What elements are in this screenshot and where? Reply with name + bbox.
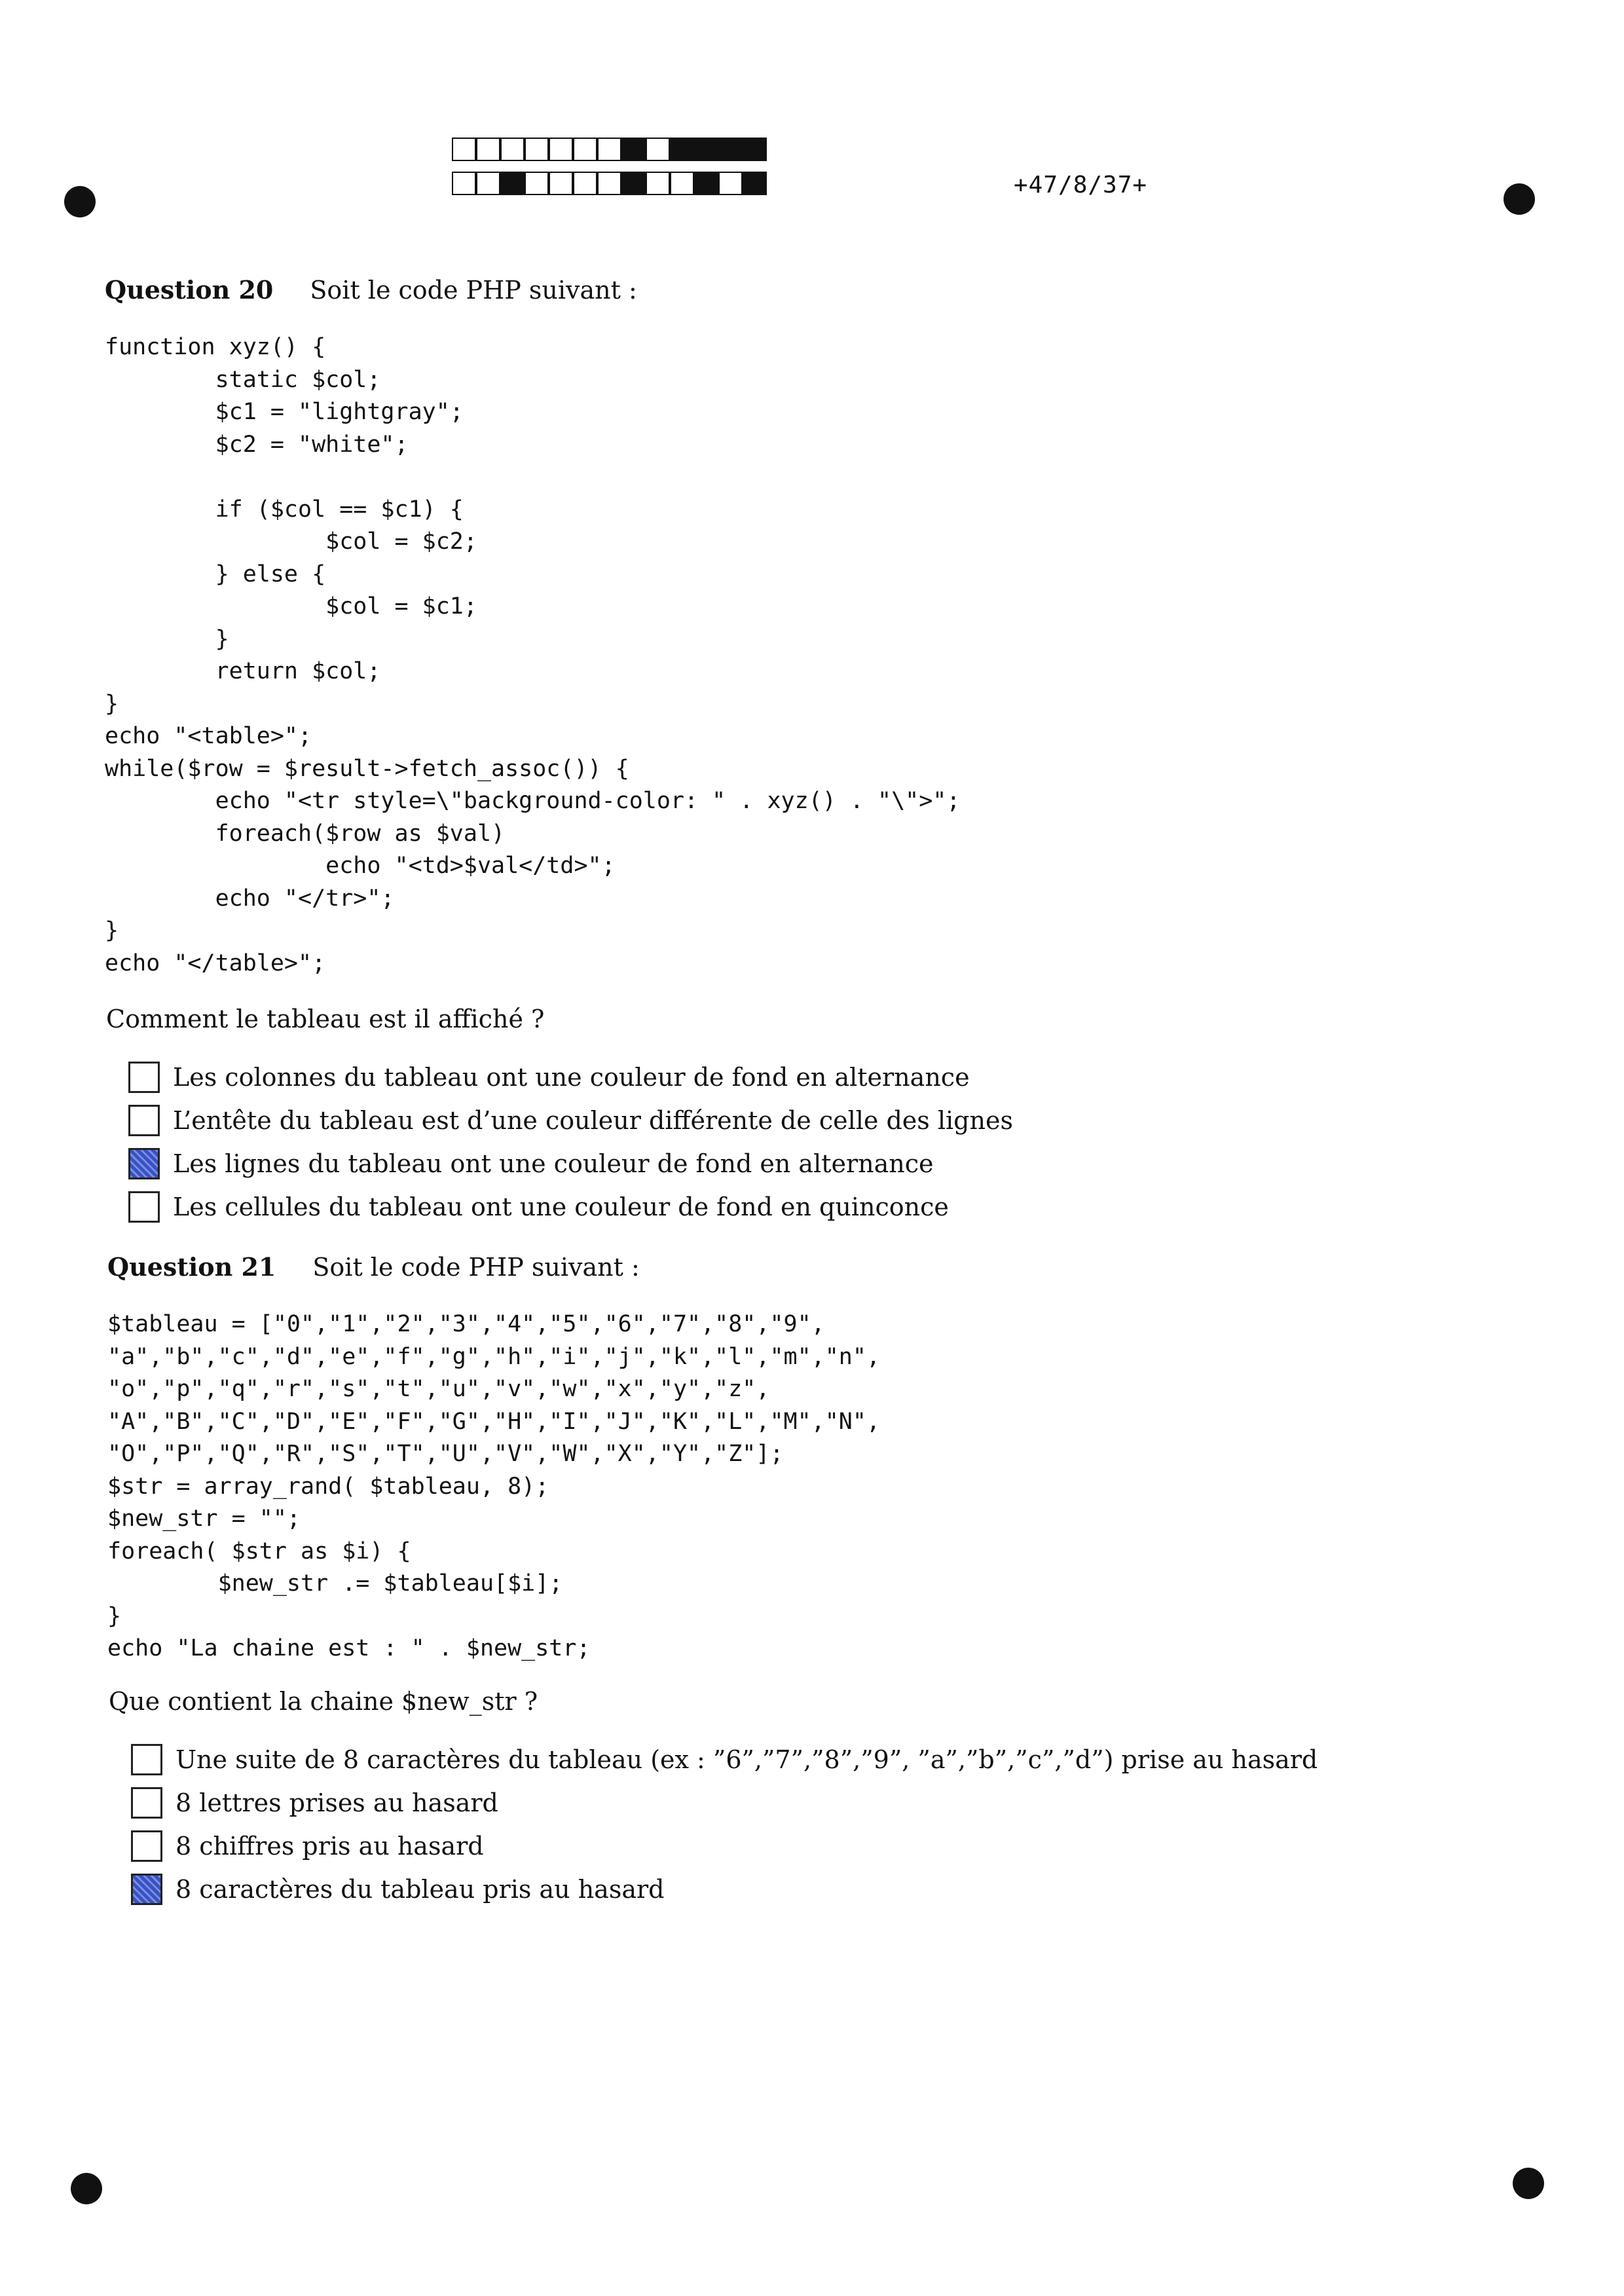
answer-option[interactable] xyxy=(128,1056,1013,1099)
code-line: "a","b","c","d","e","f","g","h","i","j","k","l","m","n", xyxy=(107,1343,881,1370)
code-line: $col = $c2; xyxy=(105,528,477,555)
barcode-cell xyxy=(525,172,549,195)
code-line: $col = $c1; xyxy=(105,593,477,620)
answer-option[interactable] xyxy=(128,1142,1013,1185)
code-line: foreach( $str as $i) { xyxy=(107,1538,411,1565)
answer-text: 8 lettres prises au hasard xyxy=(175,1788,498,1817)
answer-option[interactable] xyxy=(131,1868,1318,1911)
answer-list xyxy=(128,1056,1013,1229)
question-prompt: Comment le tableau est il affiché ? xyxy=(106,1005,545,1033)
checkbox[interactable] xyxy=(131,1787,162,1819)
code-line: "A","B","C","D","E","F","G","H","I","J","K","L","M","N", xyxy=(107,1408,881,1435)
question-prompt: Que contient la chaine $new_str ? xyxy=(109,1687,538,1716)
answer-text: Les cellules du tableau ont une couleur de fond en quinconce xyxy=(173,1193,949,1221)
code-line: "O","P","Q","R","S","T","U","V","W","X","Y","Z"]; xyxy=(107,1441,784,1467)
question-intro: Soit le code PHP suivant : xyxy=(310,276,637,305)
barcode-cell xyxy=(597,172,621,195)
barcode-cell xyxy=(743,172,767,195)
code-line: $c2 = "white"; xyxy=(105,431,409,458)
barcode-cell xyxy=(621,138,646,161)
question-label: Question 21 xyxy=(107,1252,276,1282)
answer-text: L’entête du tableau est d’une couleur différente de celle des lignes xyxy=(173,1106,1013,1135)
question-intro: Soit le code PHP suivant : xyxy=(312,1253,640,1282)
checkbox[interactable] xyxy=(128,1191,160,1223)
checkbox-checked[interactable] xyxy=(128,1148,160,1179)
checkbox[interactable] xyxy=(131,1744,162,1775)
code-line: echo "</tr>"; xyxy=(105,885,395,912)
barcode-cell xyxy=(500,172,525,195)
code-line: echo "<table>"; xyxy=(105,723,312,749)
checkbox[interactable] xyxy=(128,1062,160,1093)
barcode-cell xyxy=(646,172,670,195)
barcode-cell xyxy=(452,172,476,195)
code-line: function xyz() { xyxy=(105,334,326,360)
code-listing xyxy=(107,1308,880,1665)
registration-mark-bottom-right xyxy=(1513,2168,1544,2199)
answer-option[interactable] xyxy=(131,1824,1318,1868)
barcode-cell xyxy=(718,172,743,195)
question-label: Question 20 xyxy=(105,275,274,305)
barcode-cell xyxy=(500,138,525,161)
barcode-cell xyxy=(597,138,621,161)
code-line: foreach($row as $val) xyxy=(105,820,506,847)
barcode-cell xyxy=(452,138,476,161)
barcode-cell xyxy=(743,138,767,161)
checkbox[interactable] xyxy=(128,1105,160,1136)
code-line: echo "</table>"; xyxy=(105,950,326,976)
code-line: static $col; xyxy=(105,366,381,393)
barcode-cell xyxy=(476,172,500,195)
barcode-cell xyxy=(670,172,694,195)
code-listing xyxy=(105,331,960,980)
barcode-cell xyxy=(525,138,549,161)
code-line: $str = array_rand( $tableau, 8); xyxy=(107,1473,549,1500)
barcode-cell xyxy=(573,172,597,195)
barcode-cell xyxy=(549,138,573,161)
code-line: } xyxy=(105,625,229,652)
code-line: } xyxy=(105,917,119,944)
barcode-cell xyxy=(718,138,743,161)
barcode-row xyxy=(452,138,767,164)
barcode-cell xyxy=(694,138,718,161)
barcode-row xyxy=(452,172,767,198)
code-line: "o","p","q","r","s","t","u","v","w","x","y","z", xyxy=(107,1376,770,1402)
barcode-cell xyxy=(476,138,500,161)
checkbox-checked[interactable] xyxy=(131,1874,162,1905)
code-line: } xyxy=(105,690,119,717)
answer-option[interactable] xyxy=(131,1738,1318,1781)
code-line: $tableau = ["0","1","2","3","4","5","6","7","8","9", xyxy=(107,1311,825,1337)
barcode-cell xyxy=(549,172,573,195)
answer-text: Les lignes du tableau ont une couleur de fond en alternance xyxy=(173,1149,934,1178)
checkbox[interactable] xyxy=(131,1830,162,1862)
answer-option[interactable] xyxy=(128,1185,1013,1229)
code-line: while($row = $result->fetch_assoc()) { xyxy=(105,755,629,782)
answer-list xyxy=(131,1738,1318,1911)
code-line: $c1 = "lightgray"; xyxy=(105,399,464,425)
answer-text: Les colonnes du tableau ont une couleur de fond en alternance xyxy=(173,1063,970,1092)
registration-mark-top-left xyxy=(64,186,96,217)
registration-mark-bottom-left xyxy=(71,2173,102,2204)
code-line: return $col; xyxy=(105,658,381,684)
code-line: } xyxy=(107,1602,122,1629)
barcode-cell xyxy=(694,172,718,195)
answer-option[interactable] xyxy=(131,1781,1318,1824)
code-line xyxy=(105,461,960,494)
answer-text: 8 caractères du tableau pris au hasard xyxy=(175,1875,665,1904)
registration-mark-top-right xyxy=(1504,183,1535,215)
answer-option[interactable] xyxy=(128,1099,1013,1142)
code-line: echo "La chaine est : " . $new_str; xyxy=(107,1635,591,1661)
code-line: if ($col == $c1) { xyxy=(105,496,464,523)
code-line: $new_str .= $tableau[$i]; xyxy=(107,1570,563,1597)
code-line: } else { xyxy=(105,561,326,587)
barcode-cell xyxy=(573,138,597,161)
answer-text: Une suite de 8 caractères du tableau (ex : ”6”,”7”,”8”,”9”, ”a”,”b”,”c”,”d”) prise au hasard xyxy=(175,1745,1318,1774)
id-barcode xyxy=(452,138,767,206)
barcode-cell xyxy=(670,138,694,161)
question-20-header xyxy=(105,275,637,305)
question-21-header xyxy=(107,1252,640,1282)
page-code: +47/8/37+ xyxy=(1014,172,1148,198)
barcode-cell xyxy=(646,138,670,161)
code-line: echo "<td>$val</td>"; xyxy=(105,853,616,879)
barcode-cell xyxy=(621,172,646,195)
answer-text: 8 chiffres pris au hasard xyxy=(175,1832,484,1861)
code-line: echo "<tr style=\"background-color: " . xyz() . "\">"; xyxy=(105,788,961,814)
code-line: $new_str = ""; xyxy=(107,1506,301,1532)
